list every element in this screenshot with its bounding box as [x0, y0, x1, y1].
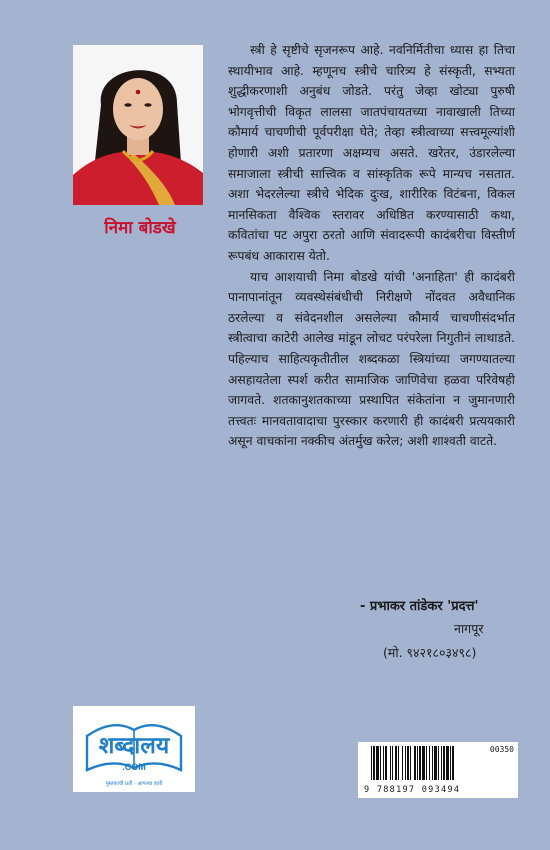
reviewer-place: नागपूर [454, 621, 484, 636]
isbn-barcode [358, 742, 518, 798]
barcode-bars [363, 746, 513, 780]
publisher-logo-domain: .COM [122, 762, 146, 772]
barcode-price-code: 00350 [489, 745, 514, 754]
publisher-logo [73, 706, 195, 792]
author-name: निमा बोडखे [104, 218, 176, 238]
blurb-paragraph: याच आशयाची निमा बोडखे यांची 'अनाहिता' ही कादंबरी पानापानांतून व्यवस्थेसंबंधीची निरीक्षणे नोंदवत अवैधानिक ठरलेल्या व संवेदनशील असलेल्या कौमार्य चाचणीसंदर्भात स्त्रीत्वाचा काटेरी आलेख मांडून लोचट परंपरेला निगुतीनं लाथाडते. पहिल्याच साहित्यकृतीतील शब्दकळा स्त्रियांच्या जगण्यातल्या असहायतेला स्पर्श करीत सामाजिक जाणिवेचा हळवा परिवेषही जागवते. शतकानुशतकाच्या प्रस्थापित संकेतांना न जुमानणारी तत्त्वतः मानवतावादाचा पुरस्कार करणारी ही कादंबरी प्रत्ययकारी असून वाचकांना नक्कीच अंतर्मुख करेल; अशी शाश्वती वाटते. [228, 269, 515, 449]
reviewer-name: - प्रभाकर तांडेकर 'प्रदत्त' [360, 599, 479, 614]
author-photo [73, 45, 203, 205]
back-cover-blurb [228, 40, 515, 452]
isbn-number: 9 788197 093494 [364, 785, 461, 795]
reviewer-phone: (मो. ९४२१८०३४९८) [383, 645, 477, 660]
publisher-tagline: पुस्तकाची प्रती · आपल्या हाती [105, 781, 163, 787]
publisher-logo-text: शब्दालय [98, 733, 170, 759]
blurb-paragraph: स्त्री हे सृष्टीचे सृजनरूप आहे. नवनिर्मितीचा ध्यास हा तिचा स्थायीभाव आहे. म्हणूनच स्त्रीचे चारित्र्य हे संस्कृती, सभ्यता शुद्धीकरणाशी अनुबंध जोडते. परंतु जेव्हा खोट्या पुरुषी भोगवृत्तीची विकृत लालसा जातपंचायतच्या नावाखाली तिच्या कौमार्य चाचणीची पूर्वपरीक्षा घेते; तेव्हा स्त्रीत्वाच्या सत्त्वमूल्यांशी होणारी अशी प्रतारणा अक्षम्यच असते. खरेतर, उंडारलेल्या समाजाला स्त्रीची सात्त्विक व सांस्कृतिक रूपे मान्यच नसतात. अशा भेदरलेल्या स्त्रीचे भेदिक दुःख, शारीरिक विटंबना, विकल मानसिकता वैश्विक स्तरावर अधिष्ठित करण्यासाठी कथा, कवितांचा पट अपुरा ठरतो आणि संवादरूपी कादंबरीचा विस्तीर्ण रूपबंध आकारास येतो. [228, 43, 515, 263]
